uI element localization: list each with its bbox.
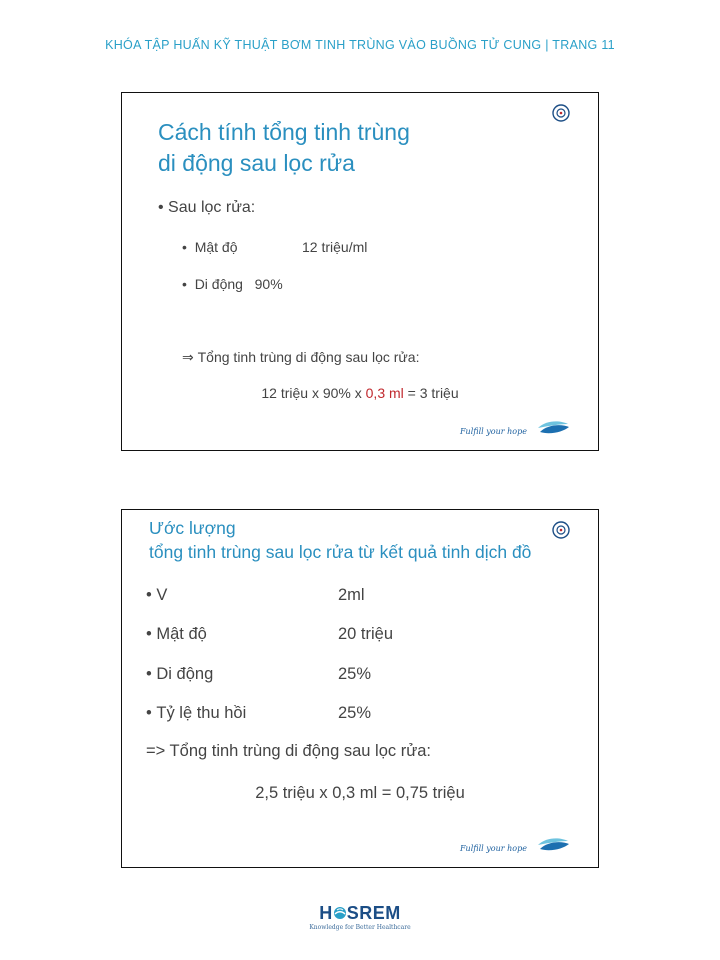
hosrem-logo <box>0 903 720 931</box>
slide-1-conclusion: ⇒ Tổng tinh trùng di động sau lọc rửa: <box>182 349 420 365</box>
slide-1 <box>121 92 599 451</box>
slide-1-bullet-main: • Sau lọc rửa: <box>158 199 256 216</box>
slide-2-density-value: 20 triệu <box>338 625 394 643</box>
slide-2-conclusion: => Tổng tinh trùng di động sau lọc rửa: <box>146 742 432 760</box>
implies-arrow-icon: ⇒ <box>182 349 194 365</box>
slide-2-item-motility: • Di động <box>146 665 214 683</box>
slide-2-item-recovery-rate: • Tỷ lệ thu hồi <box>146 704 247 722</box>
page-header: KHÓA TẬP HUẤN KỸ THUẬT BƠM TINH TRÙNG VÀO BUỒNG TỬ CUNG | TRANG 11 <box>105 38 615 52</box>
wave-logo-icon <box>536 835 570 853</box>
slide-1-formula: 12 triệu x 90% x 0,3 ml = 3 triệu <box>261 385 459 401</box>
slide-1-density-value: 12 triệu/ml <box>302 239 368 255</box>
slide-1-title: Cách tính tổng tinh trùng di động sau lọc rửa <box>158 119 410 176</box>
slide-2-recovery-rate-value: 25% <box>338 704 372 722</box>
slide-2-item-volume: • V <box>146 586 168 604</box>
slide-2-slogan: Fulfill your hope <box>460 835 570 853</box>
slide-2-item-density: • Mật độ <box>146 625 207 643</box>
hospital-logo-icon <box>551 103 571 123</box>
wave-logo-icon <box>536 418 570 436</box>
hosrem-brand: H SREM <box>319 903 401 923</box>
slide-2 <box>121 509 599 868</box>
slide-1-slogan: Fulfill your hope <box>460 418 570 436</box>
slide-2-formula: 2,5 triệu x 0,3 ml = 0,75 triệu <box>255 784 465 802</box>
slide-2-motility-value: 25% <box>338 665 372 683</box>
slide-2-volume-value: 2ml <box>338 586 365 604</box>
globe-icon <box>333 906 347 920</box>
hosrem-tagline: Knowledge for Better Healthcare <box>309 924 411 931</box>
slide-1-motility-value: 90% <box>254 276 283 292</box>
slide-2-title: Ước lượng tổng tinh trùng sau lọc rửa từ kết quả tinh dịch đồ <box>149 518 532 562</box>
slide-1-item-density: • Mật độ <box>182 239 238 255</box>
slide-1-item-motility: • Di động 90% <box>182 276 283 292</box>
